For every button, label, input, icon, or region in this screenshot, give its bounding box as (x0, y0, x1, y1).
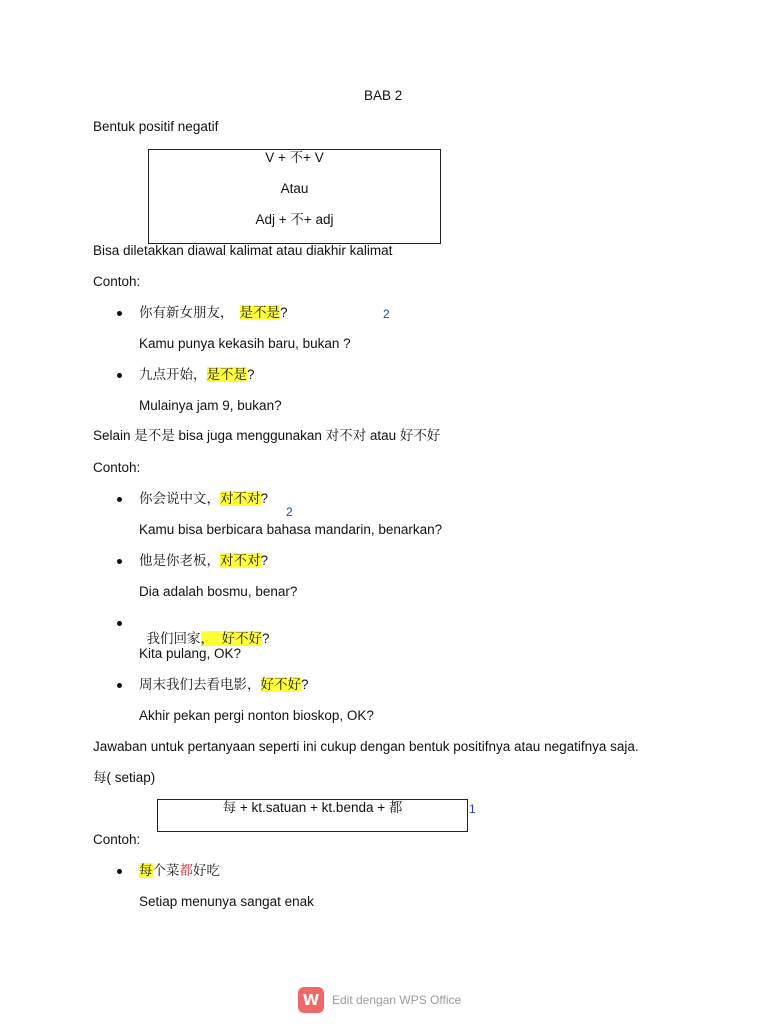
highlight-phrase: 是不是 (239, 305, 280, 320)
footnote-marker: 1 (469, 802, 476, 816)
bullet-icon (117, 559, 122, 564)
example-meaning: Kamu bisa berbicara bahasa mandarin, benarkan? (139, 522, 443, 537)
example-sentence-cn: 周末我们去看电影，好不好? (139, 677, 309, 692)
bullet-icon (117, 497, 122, 502)
example-meaning: Kamu punya kekasih baru, bukan ? (139, 336, 351, 351)
example-meaning: Dia adalah bosmu, benar? (139, 584, 298, 599)
example-sentence-cn: 我们回家， 好不好? (146, 631, 270, 646)
example-sentence-cn: 你有新女朋友， 是不是? (139, 305, 288, 320)
highlight-phrase: 好不好 (260, 677, 301, 692)
highlight-phrase: ， 好不好 (200, 631, 263, 646)
example-sentence-cn: 每个菜都好吃 (139, 863, 220, 878)
formula-line-every: 每 + kt.satuan + kt.benda + 都 (222, 800, 403, 815)
highlight-phrase: 每 (139, 863, 153, 878)
wps-logo-icon: W (298, 987, 324, 1013)
chapter-heading: BAB 2 (364, 88, 403, 103)
highlight-phrase: 对不对 (220, 553, 261, 568)
bullet-icon (117, 683, 122, 688)
alternative-note: Selain 是不是 bisa juga menggunakan 对不对 atau 好不好 (93, 428, 441, 443)
example-label: Contoh: (93, 460, 141, 475)
highlight-phrase: 对不对 (220, 491, 261, 506)
formula-box-every (157, 799, 468, 832)
wps-edit-banner[interactable] (298, 987, 461, 1013)
example-sentence-cn: 他是你老板，对不对? (139, 553, 269, 568)
footnote-marker: 2 (286, 505, 293, 519)
answer-note: Jawaban untuk pertanyaan seperti ini cukup dengan bentuk positifnya atau negatifnya saja. (93, 739, 639, 754)
wps-edit-link[interactable]: Edit dengan WPS Office (332, 993, 462, 1007)
example-label: Contoh: (93, 274, 141, 289)
bullet-icon (117, 869, 122, 874)
section-title-positive-negative: Bentuk positif negatif (93, 119, 219, 134)
example-meaning: Kita pulang, OK? (139, 646, 242, 661)
placement-note: Bisa diletakkan diawal kalimat atau diakhir kalimat (93, 243, 393, 258)
highlight-phrase: 是不是 (206, 367, 247, 382)
bullet-icon (117, 621, 122, 626)
example-sentence-cn: 九点开始，是不是? (139, 367, 255, 382)
bullet-icon (117, 311, 122, 316)
red-phrase: 都 (179, 863, 193, 878)
bullet-icon (117, 373, 122, 378)
example-meaning: Mulainya jam 9, bukan? (139, 398, 282, 413)
formula-line-adj: Adj + 不+ adj (255, 212, 334, 227)
example-label: Contoh: (93, 832, 141, 847)
footnote-marker: 2 (383, 307, 390, 321)
formula-line-verb: V + 不+ V (265, 150, 324, 165)
formula-line-or: Atau (280, 181, 309, 196)
section-title-every: 每( setiap) (93, 770, 156, 785)
example-meaning: Akhir pekan pergi nonton bioskop, OK? (139, 708, 374, 723)
example-meaning: Setiap menunya sangat enak (139, 894, 314, 909)
formula-box (148, 149, 441, 244)
example-sentence-cn: 你会说中文，对不对? (139, 491, 269, 506)
